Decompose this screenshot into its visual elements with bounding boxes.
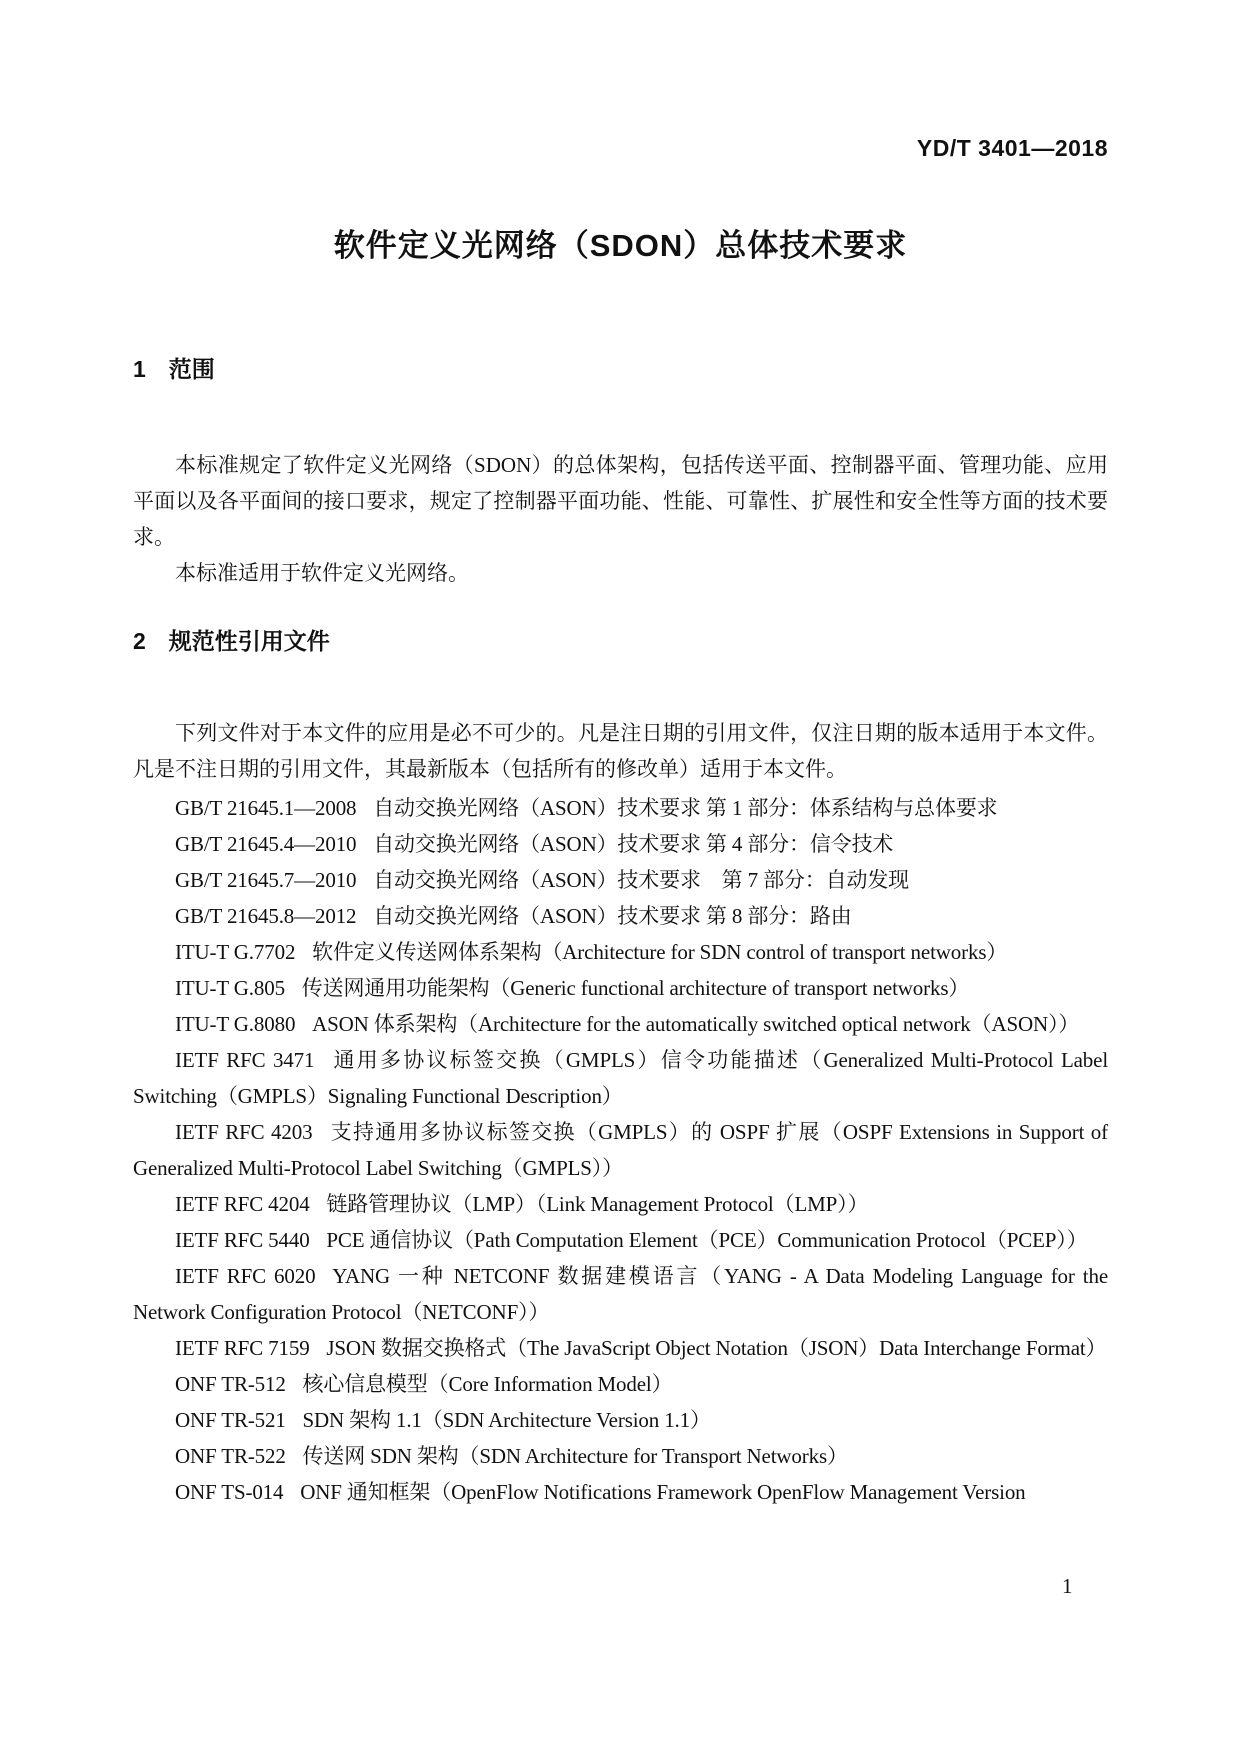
reference-title: 自动交换光网络（ASON）技术要求 第 8 部分：路由 xyxy=(373,904,852,928)
reference-item xyxy=(133,826,1108,862)
reference-item xyxy=(133,970,1108,1006)
reference-title: 支持通用多协议标签交换（GMPLS）的 OSPF 扩展（OSPF Extensions in Support of Generalized Multi-Protocol Label Switching（GMPLS）） xyxy=(133,1120,1108,1180)
references-intro: 下列文件对于本文件的应用是必不可少的。凡是注日期的引用文件，仅注日期的版本适用于本文件。凡是不注日期的引用文件，其最新版本（包括所有的修改单）适用于本文件。 xyxy=(133,721,1108,781)
section-2-heading: 2 规范性引用文件 xyxy=(133,628,330,654)
reference-id: IETF RFC 4204 xyxy=(175,1192,310,1216)
reference-id: ONF TR-521 xyxy=(175,1408,286,1432)
reference-item xyxy=(133,898,1108,934)
reference-title: 核心信息模型（Core Information Model） xyxy=(302,1372,673,1396)
reference-title: 自动交换光网络（ASON）技术要求 第 7 部分：自动发现 xyxy=(373,868,910,892)
reference-title: 自动交换光网络（ASON）技术要求 第 1 部分：体系结构与总体要求 xyxy=(373,796,998,820)
page-number: 1 xyxy=(1062,1574,1073,1598)
reference-title: ASON 体系架构（Architecture for the automatically switched optical network（ASON）） xyxy=(312,1012,1080,1036)
reference-title: JSON 数据交换格式（The JavaScript Object Notation（JSON）Data Interchange Format） xyxy=(326,1336,1107,1360)
reference-item xyxy=(133,1006,1108,1042)
doc-title: 软件定义光网络（SDON）总体技术要求 xyxy=(333,228,908,263)
reference-id: GB/T 21645.7—2010 xyxy=(175,868,357,892)
reference-item xyxy=(133,1330,1108,1366)
reference-item xyxy=(133,934,1108,970)
section-1-heading: 1 范围 xyxy=(133,356,215,382)
reference-id: IETF RFC 3471 xyxy=(175,1048,315,1072)
reference-title: ONF 通知框架（OpenFlow Notifications Framework OpenFlow Management Version xyxy=(300,1480,1026,1504)
reference-id: IETF RFC 4203 xyxy=(175,1120,313,1144)
reference-id: ITU-T G.8080 xyxy=(175,1012,296,1036)
reference-item xyxy=(133,1186,1108,1222)
reference-id: IETF RFC 7159 xyxy=(175,1336,310,1360)
reference-item xyxy=(133,1114,1108,1186)
references-list xyxy=(133,790,1108,1510)
scope-paragraph-1: 本标准规定了软件定义光网络（SDON）的总体架构，包括传送平面、控制器平面、管理功能、应用平面以及各平面间的接口要求，规定了控制器平面功能、性能、可靠性、扩展性和安全性等方面的技术要求。 xyxy=(133,453,1108,549)
reference-item xyxy=(133,1438,1108,1474)
reference-title: 传送网 SDN 架构（SDN Architecture for Transport Networks） xyxy=(302,1444,848,1468)
reference-id: ITU-T G.805 xyxy=(175,976,285,1000)
reference-item xyxy=(133,1474,1108,1510)
reference-id: IETF RFC 6020 xyxy=(175,1264,316,1288)
reference-id: GB/T 21645.4—2010 xyxy=(175,832,357,856)
reference-id: ONF TS-014 xyxy=(175,1480,284,1504)
reference-id: GB/T 21645.1—2008 xyxy=(175,796,357,820)
reference-item xyxy=(133,1366,1108,1402)
scope-paragraph-2: 本标准适用于软件定义光网络。 xyxy=(175,561,469,585)
reference-id: ONF TR-522 xyxy=(175,1444,286,1468)
reference-id: ITU-T G.7702 xyxy=(175,940,296,964)
reference-title: PCE 通信协议（Path Computation Element（PCE）Communication Protocol（PCEP）） xyxy=(326,1228,1088,1252)
reference-title: 通用多协议标签交换（GMPLS）信令功能描述（Generalized Multi-Protocol Label Switching（GMPLS）Signaling Functional Description） xyxy=(133,1048,1109,1108)
reference-item xyxy=(133,1222,1108,1258)
reference-id: IETF RFC 5440 xyxy=(175,1228,310,1252)
reference-item xyxy=(133,862,1108,898)
reference-id: GB/T 21645.8—2012 xyxy=(175,904,357,928)
reference-item xyxy=(133,790,1108,826)
reference-item xyxy=(133,1042,1108,1114)
reference-id: ONF TR-512 xyxy=(175,1372,286,1396)
reference-item xyxy=(133,1258,1108,1330)
reference-title: 链路管理协议（LMP）（Link Management Protocol（LMP）） xyxy=(326,1192,869,1216)
reference-title: SDN 架构 1.1（SDN Architecture Version 1.1） xyxy=(302,1408,711,1432)
reference-title: YANG 一种 NETCONF 数据建模语言（YANG - A Data Modeling Language for the Network Configuration Protocol（NETCONF）） xyxy=(133,1264,1108,1324)
reference-title: 自动交换光网络（ASON）技术要求 第 4 部分：信令技术 xyxy=(373,832,894,856)
doc-number: YD/T 3401—2018 xyxy=(916,135,1108,161)
reference-title: 传送网通用功能架构（Generic functional architecture of transport networks） xyxy=(301,976,970,1000)
reference-item xyxy=(133,1402,1108,1438)
reference-title: 软件定义传送网体系架构（Architecture for SDN control of transport networks） xyxy=(312,940,1008,964)
